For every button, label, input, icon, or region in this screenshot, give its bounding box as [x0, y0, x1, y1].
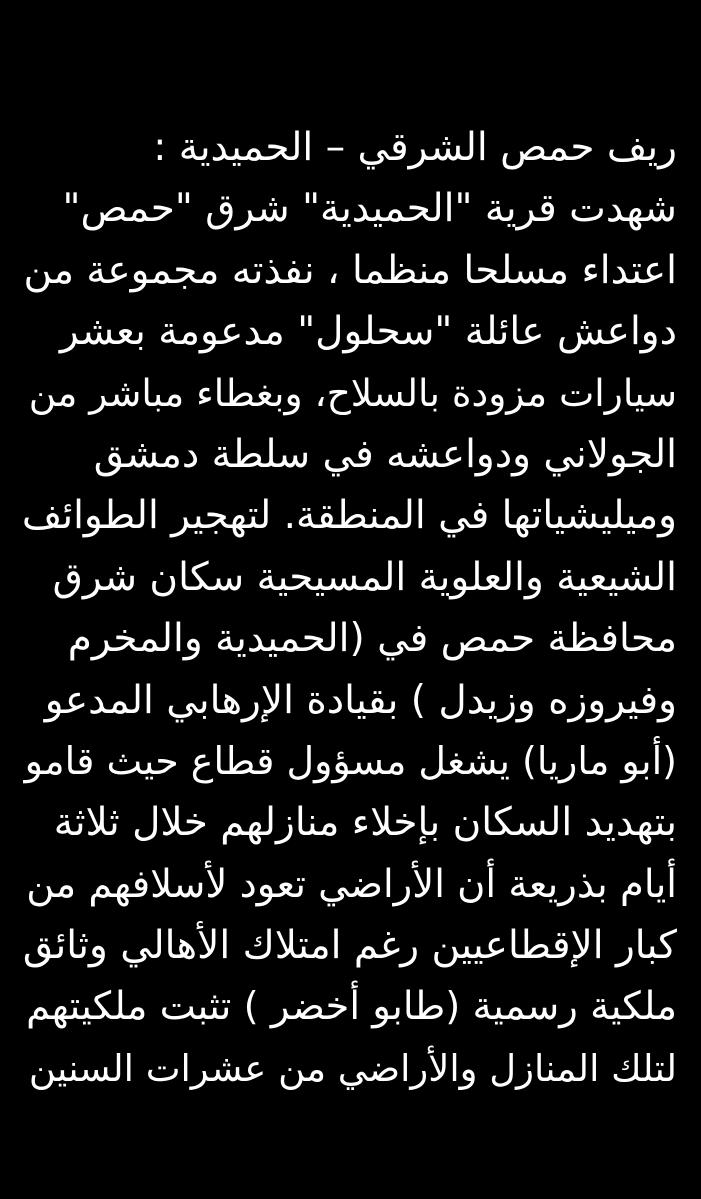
text-line-12: بتهديد السكان بإخلاء منازلهم خلال ثلاثة [53, 800, 677, 846]
text-line-11: (أبو ماريا) يشغل مسؤول قطاع حيث قامو [24, 738, 677, 783]
text-line-15: ملكية رسمية (طابو أخضر ) تثبت ملكيتهم [26, 984, 677, 1030]
text-line-5: سيارات مزودة بالسلاح، وبغطاء مباشر من [28, 370, 677, 415]
text-line-2: شهدت قرية "الحميدية" شرق "حمص" [62, 186, 677, 232]
text-line-4: دواعش عائلة "سحلول" مدعومة بعشر [59, 309, 677, 355]
text-line-13: أيام بذريعة أن الأراضي تعود لأسلافهم من [26, 861, 677, 907]
text-line-16: لتلك المنازل والأراضي من عشرات السنين [28, 1046, 677, 1090]
text-line-3: اعتداء مسلحا منظما ، نفذته مجموعة من [23, 247, 677, 293]
article-text [22, 117, 677, 1099]
text-line-7: وميليشياتها في المنطقة. لتهجير الطوائف [21, 493, 677, 539]
text-line-9: محافظة حمص في (الحميدية والمخرم [67, 616, 677, 662]
text-line-6: الجولاني ودواعشه في سلطة دمشق [93, 431, 677, 477]
text-line-10: وفيروزه وزيدل ) بقيادة الإرهابي المدعو [44, 677, 677, 723]
text-line-14: كبار الإقطاعيين رغم امتلاك الأهالي وثائق [22, 923, 677, 969]
text-line-1: ريف حمص الشرقي – الحميدية : [153, 125, 677, 170]
text-line-8: الشيعية والعلوية المسيحية سكان شرق [52, 554, 677, 600]
